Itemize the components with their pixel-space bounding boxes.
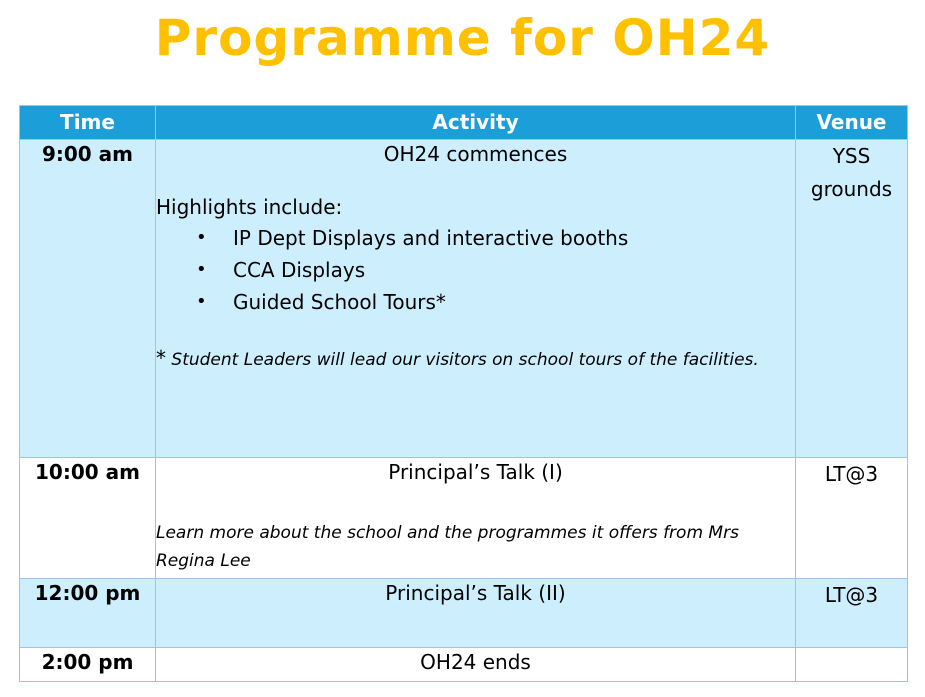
list-item xyxy=(156,286,795,318)
programme-table xyxy=(19,105,908,682)
header-time: Time xyxy=(20,106,156,140)
bullet-icon: • xyxy=(196,259,207,280)
activity-cell xyxy=(156,140,796,458)
venue-cell: LT@3 xyxy=(796,458,908,579)
talk-description: Learn more about the school and the programmes it offers from Mrs Regina Lee xyxy=(156,523,739,571)
table-row xyxy=(20,458,908,579)
header-activity: Activity xyxy=(156,106,796,140)
page-title: Programme for OH24 xyxy=(154,9,771,67)
activity-title: Principal’s Talk (I) xyxy=(388,460,563,484)
list-item-label: Guided School Tours* xyxy=(233,290,446,314)
venue-cell xyxy=(796,648,908,682)
table-row xyxy=(20,140,908,458)
activity-title: OH24 commences xyxy=(383,142,568,166)
list-item-label: CCA Displays xyxy=(233,258,366,282)
activity-cell xyxy=(156,458,796,579)
venue-cell: YSS grounds xyxy=(796,140,908,458)
highlights-list xyxy=(156,222,795,318)
bullet-icon: • xyxy=(196,291,207,312)
list-item-label: IP Dept Displays and interactive booths xyxy=(233,226,629,250)
table-row xyxy=(20,579,908,648)
tour-note xyxy=(156,344,795,374)
note-asterisk: * xyxy=(156,346,166,370)
header-venue: Venue xyxy=(796,106,908,140)
bullet-icon: • xyxy=(196,227,207,248)
time-cell: 2:00 pm xyxy=(20,648,156,682)
note-text: Student Leaders will lead our visitors on school tours of the facilities. xyxy=(171,350,759,370)
activity-cell xyxy=(156,648,796,682)
activity-title: Principal’s Talk (II) xyxy=(385,581,566,605)
activity-title: OH24 ends xyxy=(420,650,531,674)
table-row xyxy=(20,648,908,682)
venue-cell: LT@3 xyxy=(796,579,908,648)
highlights-label: Highlights include: xyxy=(156,195,343,219)
activity-cell xyxy=(156,579,796,648)
time-cell: 9:00 am xyxy=(20,140,156,458)
list-item xyxy=(156,222,795,254)
time-cell: 12:00 pm xyxy=(20,579,156,648)
list-item xyxy=(156,254,795,286)
time-cell: 10:00 am xyxy=(20,458,156,579)
table-header-row xyxy=(20,106,908,140)
